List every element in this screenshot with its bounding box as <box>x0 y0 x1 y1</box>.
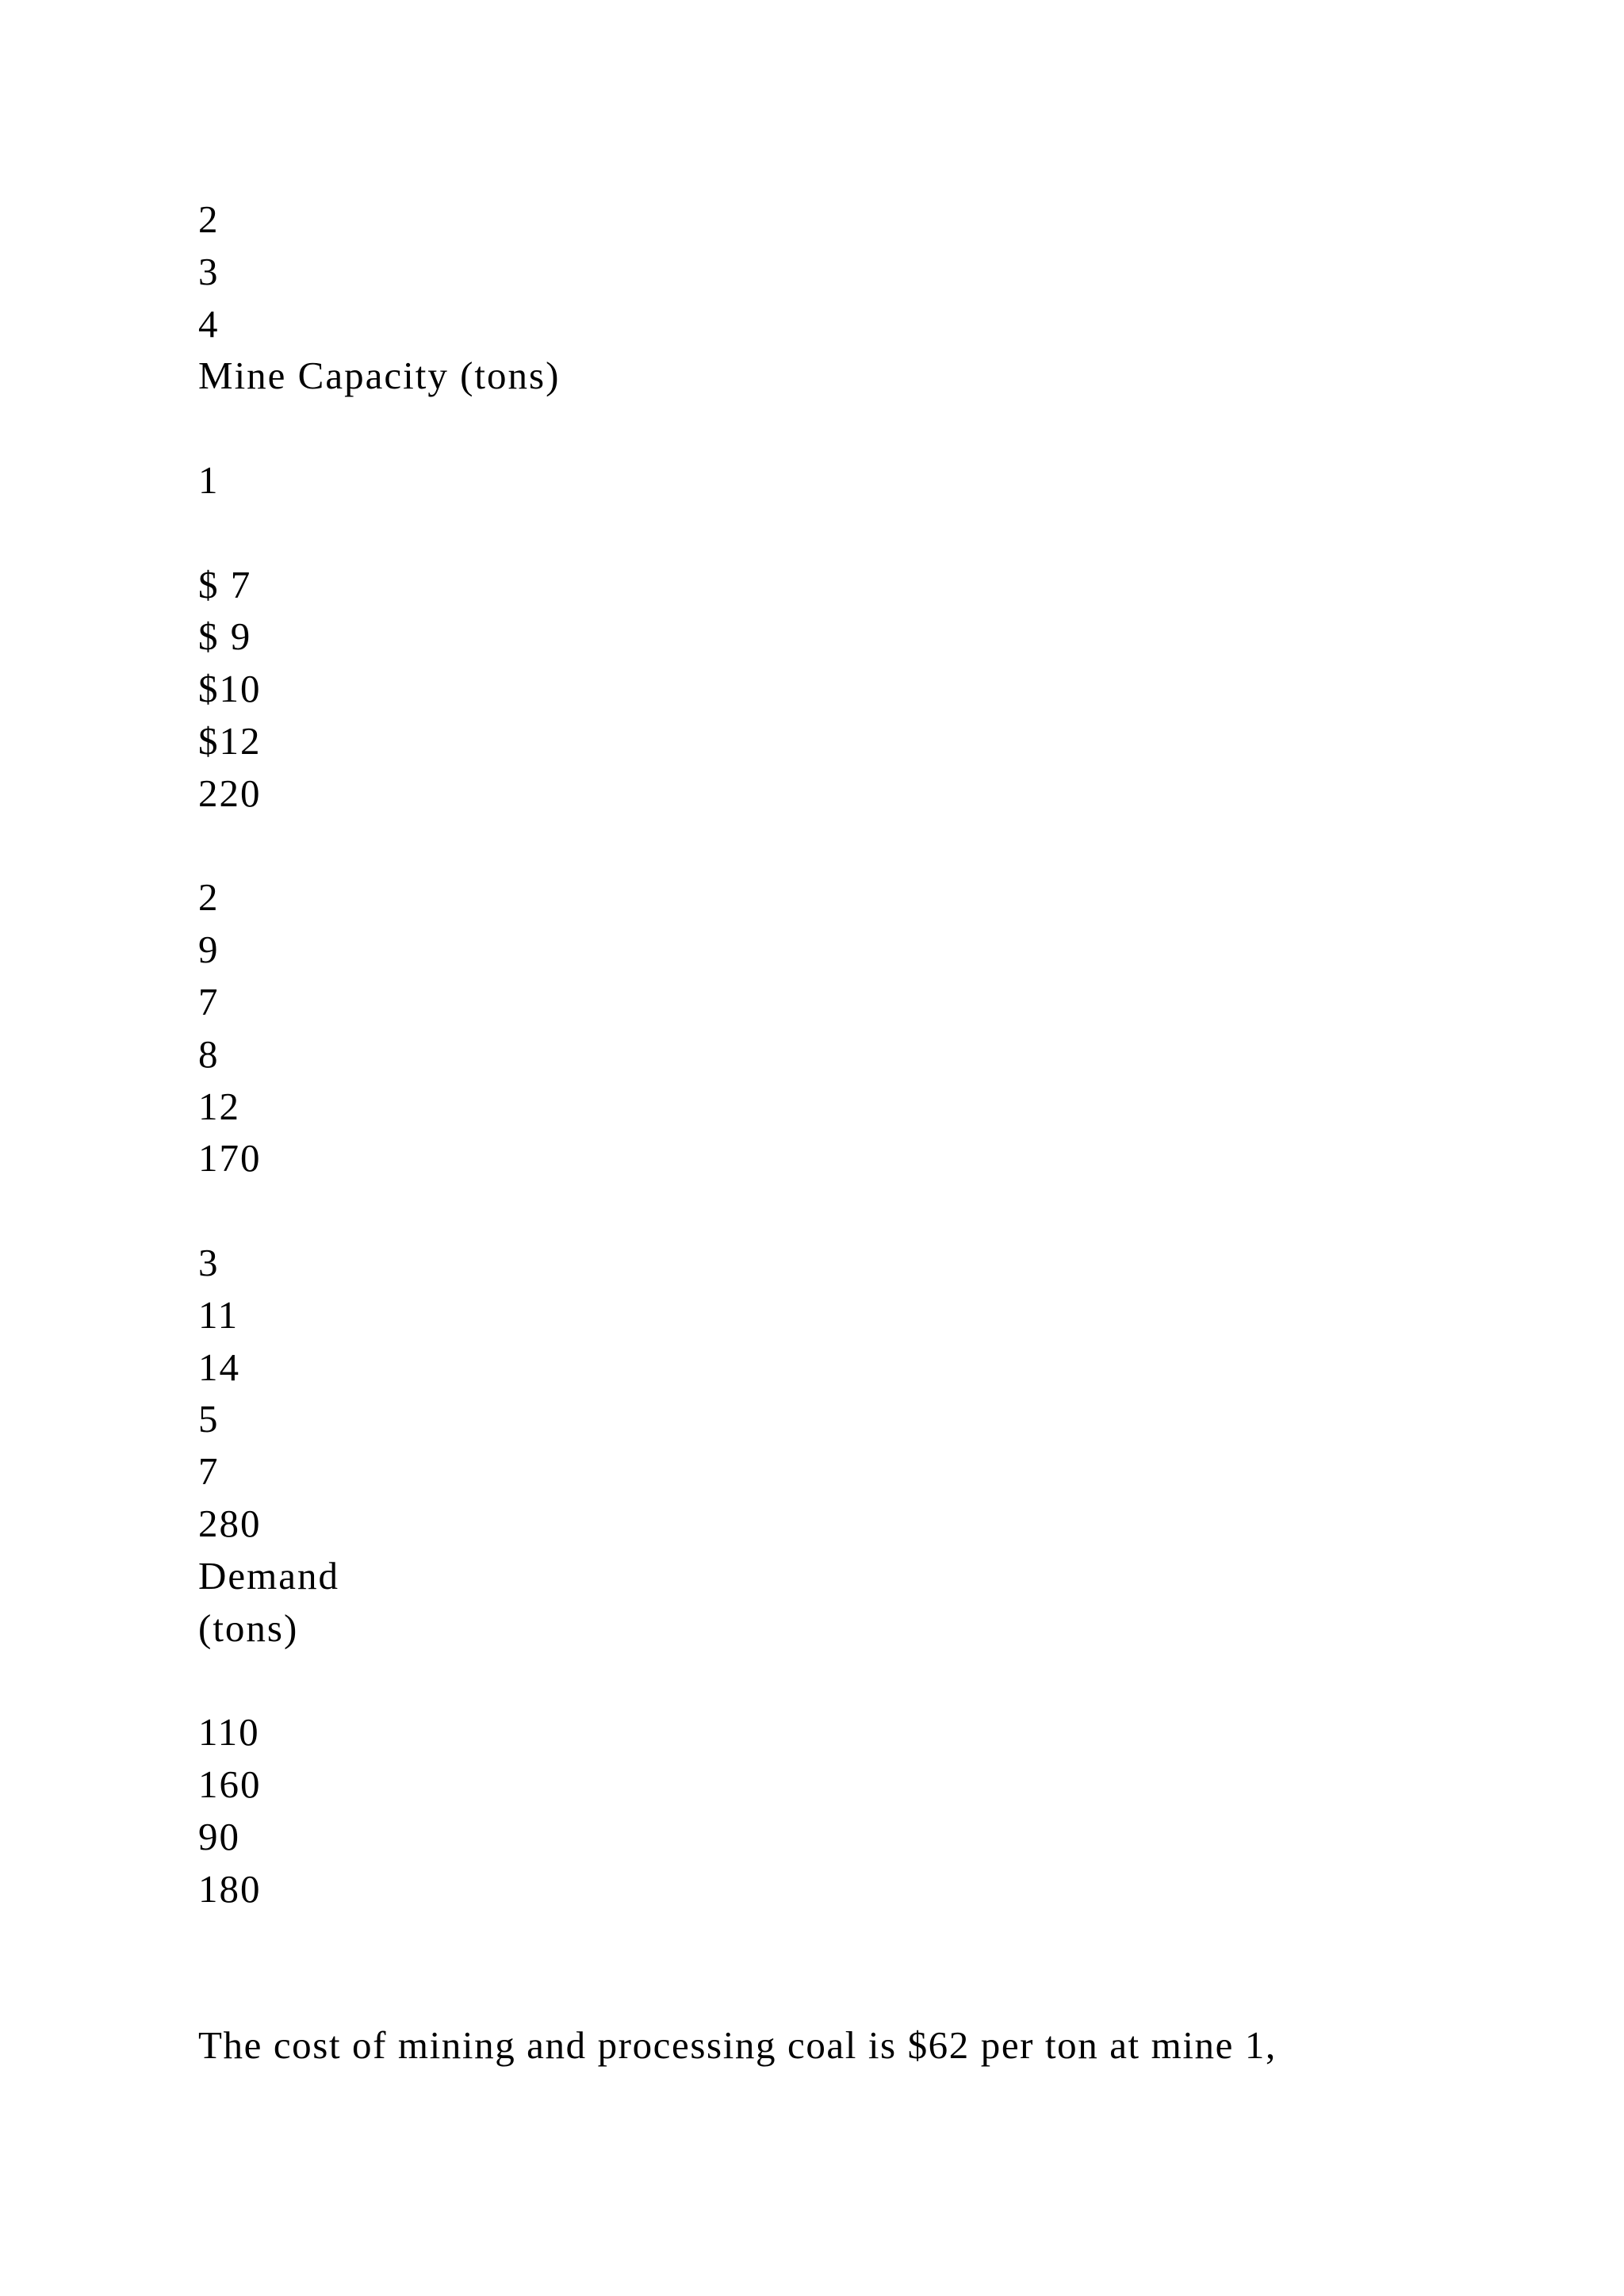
mine-3-capacity: 280 <box>198 1501 262 1545</box>
spacer <box>198 402 1546 454</box>
mine-1-cost-4: $12 <box>198 718 262 763</box>
column-header-3: 3 <box>198 249 220 293</box>
column-header-2: 2 <box>198 197 220 241</box>
column-header-4: 4 <box>198 301 220 346</box>
demand-value-2: 160 <box>198 1762 262 1806</box>
demand-value-3: 90 <box>198 1814 240 1858</box>
mine-2-cost-4: 12 <box>198 1084 240 1128</box>
demand-value-1: 110 <box>198 1710 260 1755</box>
mine-2-capacity: 170 <box>198 1136 262 1181</box>
mine-1-cost-3: $10 <box>198 667 262 711</box>
mine-1-cost-2: $ 9 <box>198 614 252 659</box>
mine-3-cost-1: 11 <box>198 1292 239 1337</box>
mine-3-cost-4: 7 <box>198 1449 220 1494</box>
spacer <box>198 507 1546 559</box>
spacer <box>198 1654 1546 1706</box>
spacer <box>198 820 1546 872</box>
mine-1-capacity: 220 <box>198 771 262 815</box>
demand-label: Demand <box>198 1553 339 1598</box>
mine-1-label: 1 <box>198 457 220 502</box>
mine-3-cost-2: 14 <box>198 1345 240 1389</box>
demand-value-4: 180 <box>198 1866 262 1911</box>
demand-unit: (tons) <box>198 1605 299 1650</box>
mine-2-cost-3: 8 <box>198 1031 220 1076</box>
mine-capacity-header: Mine Capacity (tons) <box>198 354 561 398</box>
mine-3-label: 3 <box>198 1240 220 1284</box>
mine-2-cost-1: 9 <box>198 928 220 972</box>
document-body <box>198 193 1546 2072</box>
mine-1-cost-1: $ 7 <box>198 562 252 607</box>
mine-2-label: 2 <box>198 875 220 920</box>
spacer <box>198 1184 1546 1237</box>
mine-2-cost-2: 7 <box>198 979 220 1024</box>
spacer <box>198 1915 1546 2019</box>
mine-3-cost-3: 5 <box>198 1397 220 1441</box>
body-sentence: The cost of mining and processing coal is $62 per ton at mine 1, <box>198 2022 1277 2067</box>
